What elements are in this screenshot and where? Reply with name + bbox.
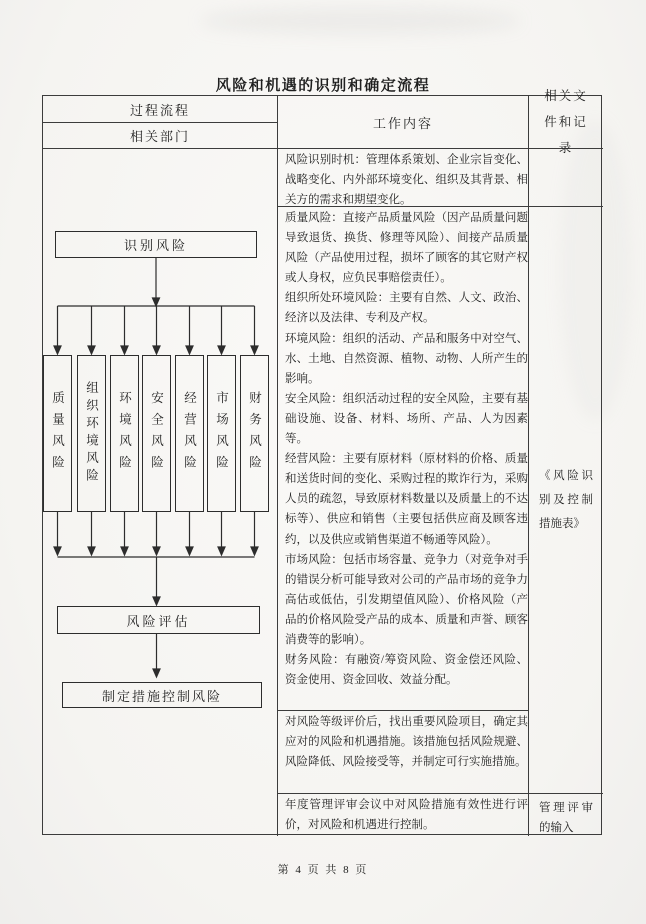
flowchart-cell: [43, 149, 278, 836]
header-work-content: 工作内容: [278, 96, 529, 149]
doc-reference-text: 《风险识别及控制措施表》: [539, 470, 593, 530]
work-paragraph: 组织所处环境风险：主要有自然、人文、政治、经济以及法律、专利及产权。: [285, 292, 528, 325]
work-paragraph: 市场风险：包括市场容量、竞争力（对竞争对手的错误分析可能导致对公司的产品市场的竞争力高估或低估，引发期望值风险）、价格风险（产品的价格风险受产品的成本、质量和声誉、顾客消费等的影响）。: [285, 553, 528, 646]
doc-cell-empty: [529, 149, 603, 207]
header-process-flow: 过程流程: [43, 96, 278, 123]
process-table: [42, 89, 602, 835]
work-row-management-review: [278, 794, 529, 836]
page-number: 第 4 页 共 8 页: [277, 864, 369, 876]
work-paragraph: 质量风险：直接产品质量风险（因产品质量问题导致退货、换货、修理等风险）、间接产品质量风险（产品使用过程，损坏了顾客的其它财产权或人身权，应负民事赔偿责任）。: [285, 212, 528, 285]
header-related-docs: [529, 89, 603, 155]
flowchart-connectors: [43, 202, 277, 889]
flow-step-identify-risk: 识别风险: [55, 231, 257, 258]
flow-step-control-measures: 制定措施控制风险: [62, 682, 262, 708]
risk-box-finance: 财务风险: [240, 355, 269, 512]
doc-cell-review-input: [529, 794, 603, 836]
work-paragraph: 环境风险：组织的活动、产品和服务中对空气、水、土地、自然资源、植物、动物、人所产生的影响。: [285, 332, 528, 385]
work-paragraph: 安全风险：组织活动过程的安全风险，主要有基础设施、设备、材料、场所、产品、人为因素等。: [285, 392, 528, 446]
risk-box-operation: 经营风险: [175, 355, 204, 512]
work-text: 风险识别时机：管理体系策划、企业宗旨变化、战略变化、内外部环境变化、组织及其背景、相关方的需求和期望变化。: [285, 154, 528, 207]
work-text: 年度管理评审会议中对风险措施有效性进行评价，对风险和机遇进行控制。: [285, 799, 528, 832]
page-title: 风险和机遇的识别和确定流程: [215, 78, 431, 94]
work-row-identify-timing: [278, 149, 529, 207]
work-paragraph: 经营风险：主要有原材料（原材料的价格、质量和送货时间的变化、采购过程的欺诈行为，采购人员的疏忽，导致原材料数量以及质量上的不达标等）、供应和销售（主要包括供应商及顾客违约，以及供应或销售渠道不畅通等风险）。: [285, 453, 528, 546]
work-text: 对风险等级评价后，找出重要风险项目，确定其应对的风险和机遇措施。该措施包括风险规避、风险降低、风险接受等，并制定可行实施措施。: [285, 716, 528, 769]
risk-box-quality: 质量风险: [43, 355, 72, 512]
header-related-departments: 相关部门: [43, 123, 278, 149]
doc-cell-risk-control-table: [529, 207, 603, 794]
risk-box-environment: 环境风险: [110, 355, 139, 512]
scan-artifact: [200, 8, 520, 34]
risk-flowchart: [43, 202, 277, 889]
work-row-risk-definitions: [278, 207, 529, 711]
doc-reference-text: 管理评审的输入: [539, 802, 593, 834]
risk-box-org-environment: 组织环境风险: [77, 355, 106, 512]
risk-box-safety: 安全风险: [142, 355, 171, 512]
header-related-docs-text: 相关文件和记录: [544, 89, 588, 155]
risk-box-market: 市场风险: [207, 355, 236, 512]
work-paragraph: 财务风险：有融资/筹资风险、资金偿还风险、资金使用、资金回收、效益分配。: [285, 654, 528, 687]
work-row-risk-evaluation: [278, 711, 529, 794]
flow-step-risk-assessment: 风险评估: [57, 606, 260, 634]
